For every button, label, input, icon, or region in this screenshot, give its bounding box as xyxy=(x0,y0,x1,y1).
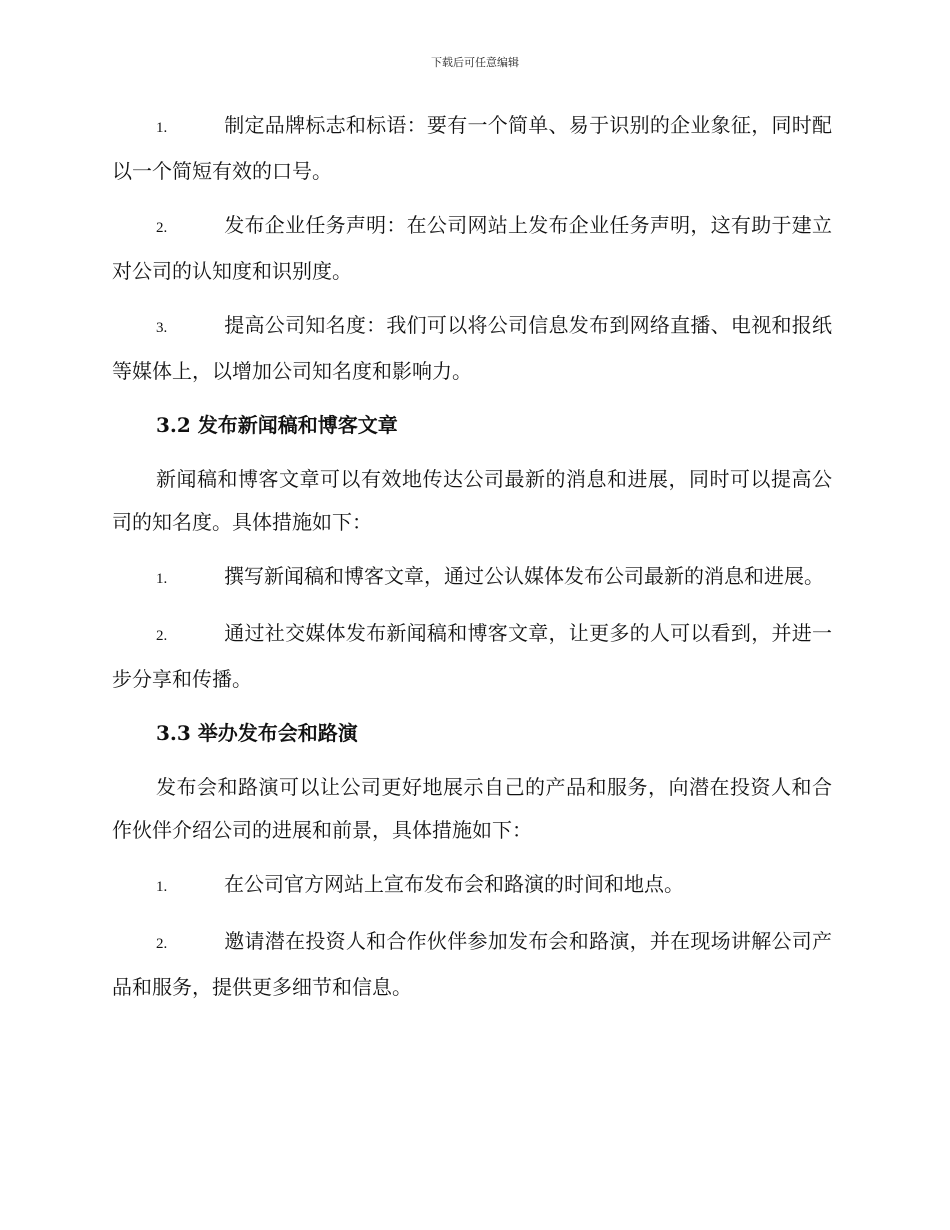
list-item xyxy=(112,920,832,1009)
list-item xyxy=(112,304,832,393)
list-text: 提高公司知名度：我们可以将公司信息发布到网络直播、电视和报纸等媒体上，以增加公司知名度和影响力。 xyxy=(112,313,832,383)
list-text: 发布企业任务声明：在公司网站上发布企业任务声明，这有助于建立对公司的认知度和识别度。 xyxy=(112,213,832,283)
list-item xyxy=(112,104,832,193)
list-text: 通过社交媒体发布新闻稿和博客文章，让更多的人可以看到，并进一步分享和传播。 xyxy=(112,621,832,691)
section-heading: 3.3 举办发布会和路演 xyxy=(156,721,358,745)
list-item xyxy=(112,863,832,909)
list-item xyxy=(112,204,832,293)
list-number: 2. xyxy=(156,220,168,236)
list-number: 2. xyxy=(156,628,168,644)
list-number: 2. xyxy=(156,936,168,952)
list-item xyxy=(112,555,832,601)
list-text: 制定品牌标志和标语：要有一个简单、易于识别的企业象征，同时配以一个简短有效的口号。 xyxy=(112,113,832,183)
section-heading: 3.2 发布新闻稿和博客文章 xyxy=(156,413,398,437)
list-number: 3. xyxy=(156,320,168,336)
list-number: 1. xyxy=(156,120,168,136)
list-number: 1. xyxy=(156,571,168,587)
section-intro-paragraph: 新闻稿和博客文章可以有效地传达公司最新的消息和进展，同时可以提高公司的知名度。具体措施如下： xyxy=(112,467,832,534)
list-text: 在公司官方网站上宣布发布会和路演的时间和地点。 xyxy=(224,872,684,896)
page-header: 下载后可任意编辑 xyxy=(431,56,519,69)
list-text: 撰写新闻稿和博客文章，通过公认媒体发布公司最新的消息和进展。 xyxy=(224,564,824,588)
document-body xyxy=(112,104,832,1020)
section-intro-paragraph: 发布会和路演可以让公司更好地展示自己的产品和服务，向潜在投资人和合作伙伴介绍公司的进展和前景，具体措施如下： xyxy=(112,775,832,842)
list-text: 邀请潜在投资人和合作伙伴参加发布会和路演，并在现场讲解公司产品和服务，提供更多细节和信息。 xyxy=(112,929,832,999)
list-number: 1. xyxy=(156,879,168,895)
list-item xyxy=(112,612,832,701)
